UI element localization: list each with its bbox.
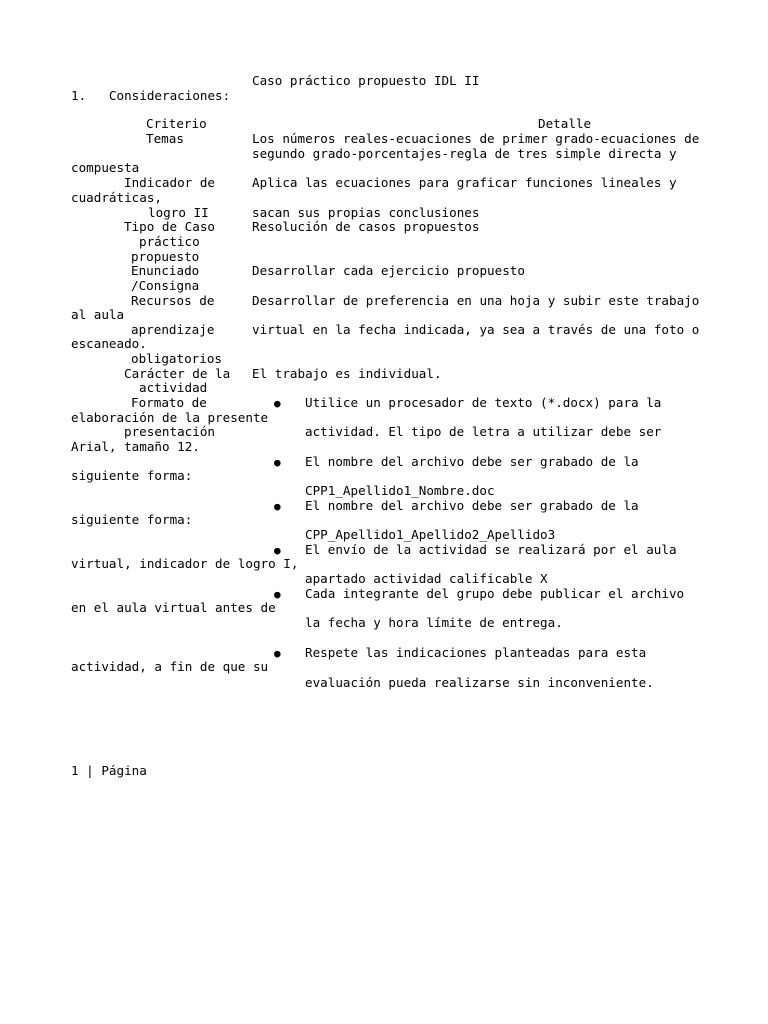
- criterio-enunciado-2: /Consigna: [131, 278, 200, 293]
- bullet-1-line-1: Utilice un procesador de texto (*.docx) para la: [305, 395, 662, 410]
- bullet-4-line-1: El envío de la actividad se realizará por el aula: [305, 542, 677, 557]
- criterio-tipo-1: Tipo de Caso: [124, 219, 215, 234]
- bullet-6-line-2: evaluación pueda realizarse sin inconveniente.: [305, 675, 654, 690]
- bullet-icon: ●: [274, 544, 281, 557]
- detalle-temas-overflow: compuesta: [71, 160, 140, 175]
- bullet-6-line-1: Respete las indicaciones planteadas para esta: [305, 645, 647, 660]
- page-footer: 1 | Página: [71, 763, 147, 778]
- document-title: Caso práctico propuesto IDL II: [252, 73, 480, 88]
- bullet-2-line-1: El nombre del archivo debe ser grabado de la: [305, 454, 639, 469]
- bullet-5-overflow: en el aula virtual antes de: [71, 600, 276, 615]
- detalle-temas-2: segundo grado-porcentajes-regla de tres simple directa y: [252, 146, 677, 161]
- bullet-6-overflow: actividad, a fin de que su: [71, 659, 269, 674]
- criterio-recursos-1: Recursos de: [131, 293, 215, 308]
- bullet-3-line-1: El nombre del archivo debe ser grabado de la: [305, 498, 639, 513]
- criterio-recursos-2: aprendizaje: [131, 322, 215, 337]
- bullet-icon: ●: [274, 500, 281, 513]
- bullet-1-line-2: actividad. El tipo de letra a utilizar debe ser: [305, 424, 662, 439]
- bullet-icon: ●: [274, 456, 281, 469]
- detalle-formato-overflow-1: elaboración de la presente: [71, 410, 269, 425]
- header-detalle: Detalle: [538, 116, 592, 131]
- criterio-caracter-2: actividad: [139, 380, 208, 395]
- bullet-3-line-2: CPP_Apellido1_Apellido2_Apellido3: [305, 527, 556, 542]
- detalle-temas-1: Los números reales-ecuaciones de primer grado-ecuaciones de: [252, 131, 700, 146]
- bullet-5-line-1: Cada integrante del grupo debe publicar el archivo: [305, 586, 685, 601]
- detalle-recursos-2: virtual en la fecha indicada, ya sea a través de una foto o: [252, 322, 700, 337]
- criterio-formato-2: presentación: [124, 424, 215, 439]
- section-heading: 1. Consideraciones:: [71, 88, 231, 103]
- bullet-4-line-2: apartado actividad calificable X: [305, 571, 548, 586]
- bullet-4-overflow: virtual, indicador de logro I,: [71, 556, 299, 571]
- bullet-3-overflow: siguiente forma:: [71, 512, 193, 527]
- bullet-2-line-2: CPP1_Apellido1_Nombre.doc: [305, 483, 495, 498]
- criterio-temas: Temas: [146, 131, 184, 146]
- bullet-icon: ●: [274, 397, 281, 410]
- bullet-2-overflow: siguiente forma:: [71, 468, 193, 483]
- detalle-recursos-overflow-2: escaneado.: [71, 336, 147, 351]
- detalle-recursos-overflow-1: al aula: [71, 307, 125, 322]
- detalle-tipo: Resolución de casos propuestos: [252, 219, 480, 234]
- criterio-caracter-1: Carácter de la: [124, 366, 231, 381]
- bullet-5-line-2: la fecha y hora límite de entrega.: [305, 615, 563, 630]
- bullet-icon: ●: [274, 647, 281, 660]
- bullet-icon: ●: [274, 588, 281, 601]
- criterio-tipo-2: práctico: [139, 234, 200, 249]
- criterio-tipo-3: propuesto: [131, 249, 200, 264]
- detalle-indicador-1: Aplica las ecuaciones para graficar funciones lineales y: [252, 175, 677, 190]
- criterio-indicador-2: logro II: [148, 205, 209, 220]
- detalle-indicador-2: sacan sus propias conclusiones: [252, 205, 480, 220]
- detalle-indicador-overflow: cuadráticas,: [71, 190, 162, 205]
- criterio-indicador-1: Indicador de: [124, 175, 215, 190]
- detalle-enunciado: Desarrollar cada ejercicio propuesto: [252, 263, 525, 278]
- criterio-enunciado-1: Enunciado: [131, 263, 200, 278]
- header-criterio: Criterio: [146, 116, 207, 131]
- criterio-recursos-3: obligatorios: [131, 351, 222, 366]
- detalle-formato-overflow-2: Arial, tamaño 12.: [71, 439, 200, 454]
- detalle-caracter: El trabajo es individual.: [252, 366, 442, 381]
- detalle-recursos-1: Desarrollar de preferencia en una hoja y subir este trabajo: [252, 293, 700, 308]
- criterio-formato-1: Formato de: [131, 395, 207, 410]
